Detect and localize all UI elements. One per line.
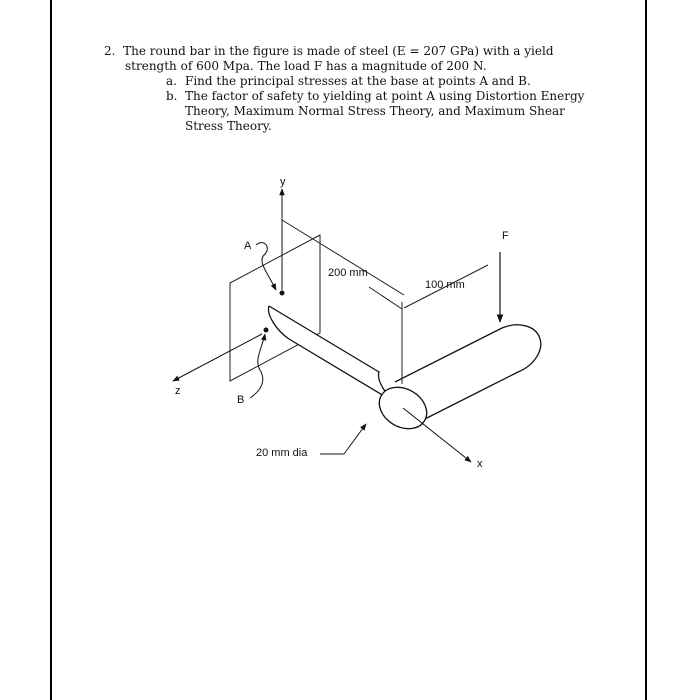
part-b-text: The factor of safety to yielding at point A using Distortion Energy Theory, Maximum Normal Stress Theory, and Maximum Shear Stress Theory. xyxy=(185,89,585,133)
wall-plane xyxy=(230,235,320,381)
z-axis xyxy=(173,334,262,381)
point-a-label: A xyxy=(244,240,252,252)
x-axis xyxy=(403,408,471,462)
point-a-leader xyxy=(256,243,276,290)
extension-line-top xyxy=(282,220,404,295)
point-b-label: B xyxy=(237,394,245,406)
main-bar xyxy=(269,306,399,405)
part-b-marker: b. xyxy=(166,89,178,103)
diameter-leader-arrow xyxy=(344,424,366,454)
load-f-label: F xyxy=(502,230,509,242)
point-a-dot xyxy=(280,291,285,296)
part-a-marker: a. xyxy=(166,74,177,88)
z-axis-label: z xyxy=(175,385,181,397)
problem-number: 2. xyxy=(104,44,116,58)
dim-200-label: 200 mm xyxy=(328,267,368,279)
diameter-label: 20 mm dia xyxy=(256,447,308,459)
part-a-text: Find the principal stresses at the base at points A and B. xyxy=(185,74,531,88)
point-b-dot xyxy=(264,328,269,333)
x-axis-label: x xyxy=(477,458,483,470)
y-axis-label: y xyxy=(280,176,286,188)
problem-statement-text: The round bar in the figure is made of steel (E = 207 GPa) with a yield strength of 600 Mpa. The load F has a magnitude of 200 N. xyxy=(123,44,554,73)
dim-100-label: 100 mm xyxy=(425,279,465,291)
